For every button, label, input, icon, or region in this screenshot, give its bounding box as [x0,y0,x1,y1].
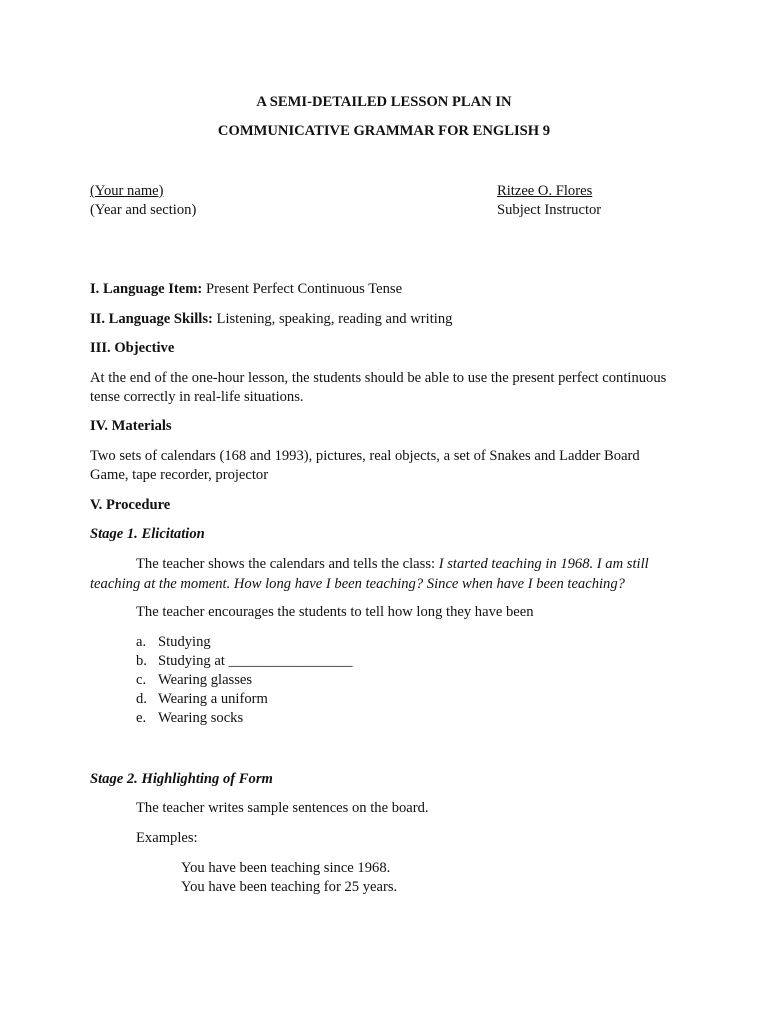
stage-1-heading: Stage 1. Elicitation [90,526,205,542]
instructor-name: Ritzee O. Flores [497,183,593,199]
student-name: (Your name) [90,183,164,199]
stage-1-intro-quote: I started teaching in 1968. I am still teaching at the moment. How long have I been teaching? Since when have I been teaching? [90,556,649,592]
language-item [90,280,402,299]
stage-2-example: You have been teaching for 25 years. [181,879,398,895]
procedure-heading: V. Procedure [90,497,171,513]
stage-2-examples-label: Examples: [136,830,198,846]
materials-heading: IV. Materials [90,418,172,434]
language-item-label: I. Language Item: [90,281,203,297]
language-item-value: Present Perfect Continuous Tense [205,281,403,297]
year-section: (Year and section) [90,202,197,218]
stage-1-intro [90,555,680,594]
language-skills-label: II. Language Skills: [90,311,213,327]
document-title-line-2: COMMUNICATIVE GRAMMAR FOR ENGLISH 9 [217,123,551,139]
objective-text: At the end of the one-hour lesson, the students should be able to use the present perfect continuous tense correctly in real-life situations. [90,370,667,405]
language-skills-value: Listening, speaking, reading and writing [216,311,453,327]
stage-2-intro: The teacher writes sample sentences on the board. [136,800,429,816]
document-title-line-1: A SEMI-DETAILED LESSON PLAN IN [256,94,512,110]
stage-1-intro-text: The teacher shows the calendars and tells the class: [136,556,436,572]
language-skills [90,310,452,329]
stage-2-heading: Stage 2. Highlighting of Form [90,771,273,787]
stage-1-list: a. Studying b. Studying at _________________ c. Wearing glasses d. Wearing a uniform e. Wearing socks [136,634,353,726]
materials-text: Two sets of calendars (168 and 1993), pictures, real objects, a set of Snakes and Ladder Board Game, tape recorder, projector [90,448,640,483]
objective-heading: III. Objective [90,340,175,356]
stage-2-example: You have been teaching since 1968. [181,860,391,876]
stage-1-encourage: The teacher encourages the students to tell how long they have been [136,604,534,620]
instructor-title: Subject Instructor [497,202,602,218]
